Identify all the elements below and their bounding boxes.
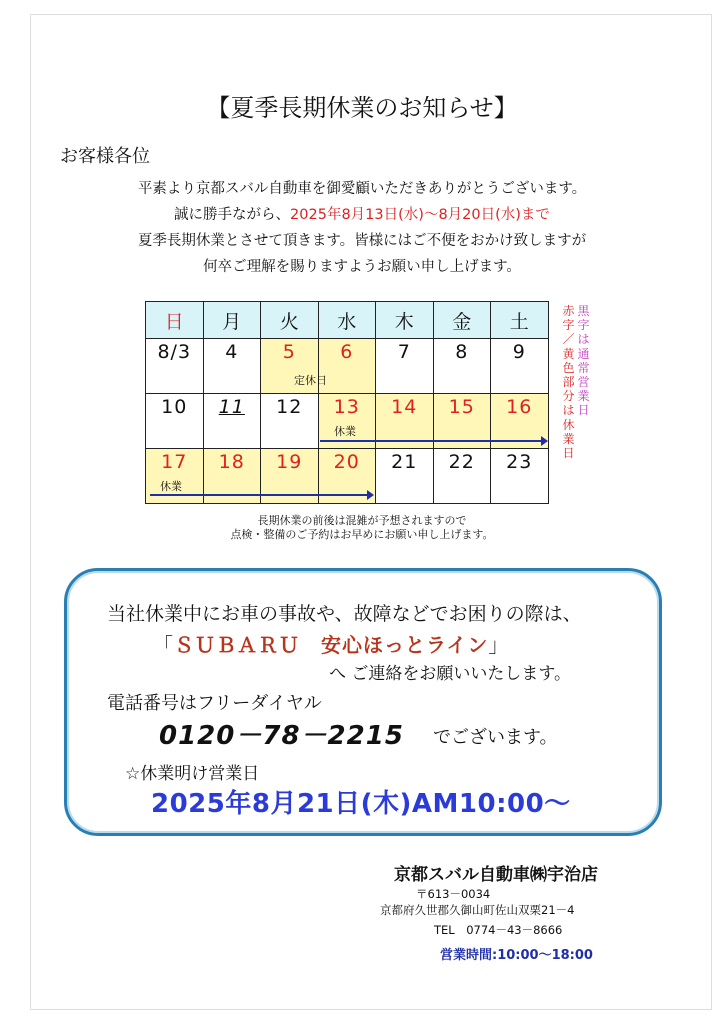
caption-line-2: 点検・整備のご予約はお早めにお願い申し上げます。 xyxy=(230,528,494,541)
day-header-fri: 金 xyxy=(433,302,491,339)
phone-number: 0120－78－2215 xyxy=(159,721,404,751)
company-name: 京都スバル自動車㈱宇治店 xyxy=(394,865,598,885)
day-number: 18 xyxy=(218,451,245,473)
day-number: 11 xyxy=(218,396,245,418)
notice-body xyxy=(0,176,724,280)
calendar-week-1 xyxy=(146,339,549,394)
day-cell xyxy=(146,394,204,449)
day-cell xyxy=(491,449,549,504)
body-line-3: 夏季長期休業とさせて頂きます。皆様にはご不便をおかけ致しますが xyxy=(137,233,587,249)
calendar-caption xyxy=(0,514,724,542)
side-note-closed: 赤 字 ／ 黄 色 部 分 は 休 業 日 xyxy=(562,304,575,461)
day-header-sat: 土 xyxy=(491,302,549,339)
body-line-2-prefix: 誠に勝手ながら、 xyxy=(174,207,291,223)
day-cell xyxy=(376,339,434,394)
box-line-1: 当社休業中にお車の事故や、故障などでお困りの際は、 xyxy=(107,603,582,625)
hotline-text: ＳＵＢＡＲＵ 安心ほっとライン xyxy=(174,633,489,657)
closure-label-week2: 休業 xyxy=(334,425,356,438)
caption-line-1: 長期休業の前後は混雑が予想されますので xyxy=(257,514,467,527)
closure-label-week3: 休業 xyxy=(160,480,182,493)
day-cell xyxy=(203,394,261,449)
day-number: 20 xyxy=(333,451,360,473)
closure-period: 2025年8月13日(水)～8月20日(水)まで xyxy=(290,207,550,223)
day-header-mon: 月 xyxy=(203,302,261,339)
day-cell xyxy=(433,339,491,394)
reopen-label: ☆休業明け営業日 xyxy=(125,764,260,784)
day-number: 9 xyxy=(512,341,526,363)
day-cell xyxy=(491,339,549,394)
day-number: 6 xyxy=(340,341,354,363)
quote-close: 」 xyxy=(488,633,510,657)
box-line-4: 電話番号はフリーダイヤル xyxy=(107,693,322,714)
day-header-tue: 火 xyxy=(261,302,319,339)
day-cell xyxy=(376,449,434,504)
body-line-4: 何卒ご理解を賜りますようお願い申し上げます。 xyxy=(203,259,521,275)
company-address xyxy=(380,886,574,938)
quote-open: 「 xyxy=(153,633,174,657)
box-line-3: へ ご連絡をお願いいたします。 xyxy=(329,664,572,684)
calendar xyxy=(145,301,549,504)
notice-title: 【夏季長期休業のお知らせ】 xyxy=(206,94,518,122)
day-header-wed: 水 xyxy=(318,302,376,339)
day-number: 22 xyxy=(448,451,475,473)
day-cell xyxy=(203,339,261,394)
day-number: 4 xyxy=(225,341,239,363)
side-note-open: 黒 字 は 通 常 営 業 日 xyxy=(577,304,590,418)
day-number: 7 xyxy=(397,341,411,363)
day-number: 16 xyxy=(506,396,533,418)
reopen-date: 2025年8月21日(木)AM10:00～ xyxy=(151,789,571,819)
day-number: 17 xyxy=(161,451,188,473)
street-address: 京都府久世郡久御山町佐山双栗21－4 xyxy=(380,903,575,917)
calendar-header-row xyxy=(146,302,549,339)
body-line-1: 平素より京都スバル自動車を御愛顧いただきありがとうございます。 xyxy=(137,181,587,197)
day-number: 19 xyxy=(276,451,303,473)
day-number: 8 xyxy=(455,341,469,363)
day-number: 12 xyxy=(276,396,303,418)
day-number: 13 xyxy=(333,396,360,418)
emergency-info-box xyxy=(64,568,662,836)
day-header-thu: 木 xyxy=(376,302,434,339)
day-cell xyxy=(433,449,491,504)
day-number: 15 xyxy=(448,396,475,418)
day-cell xyxy=(261,394,319,449)
telephone: TEL 0774－43－8666 xyxy=(434,923,563,937)
day-header-sun: 日 xyxy=(146,302,204,339)
day-number: 21 xyxy=(391,451,418,473)
closure-arrow-week2 xyxy=(320,440,542,442)
day-number: 23 xyxy=(506,451,533,473)
body-line-2 xyxy=(0,202,724,228)
greeting: お客様各位 xyxy=(60,146,150,167)
hotline-name xyxy=(153,629,509,658)
day-number: 10 xyxy=(161,396,188,418)
postal-code: 〒613－0034 xyxy=(416,887,491,901)
day-number: 8/3 xyxy=(157,341,192,363)
day-number: 14 xyxy=(391,396,418,418)
regular-holiday-label: 定休日 xyxy=(294,374,327,387)
business-hours: 営業時間:10:00～18:00 xyxy=(440,948,593,963)
closure-arrow-week3 xyxy=(150,494,368,496)
day-number: 5 xyxy=(282,341,296,363)
phone-suffix: でございます。 xyxy=(433,727,558,748)
day-cell xyxy=(146,339,204,394)
